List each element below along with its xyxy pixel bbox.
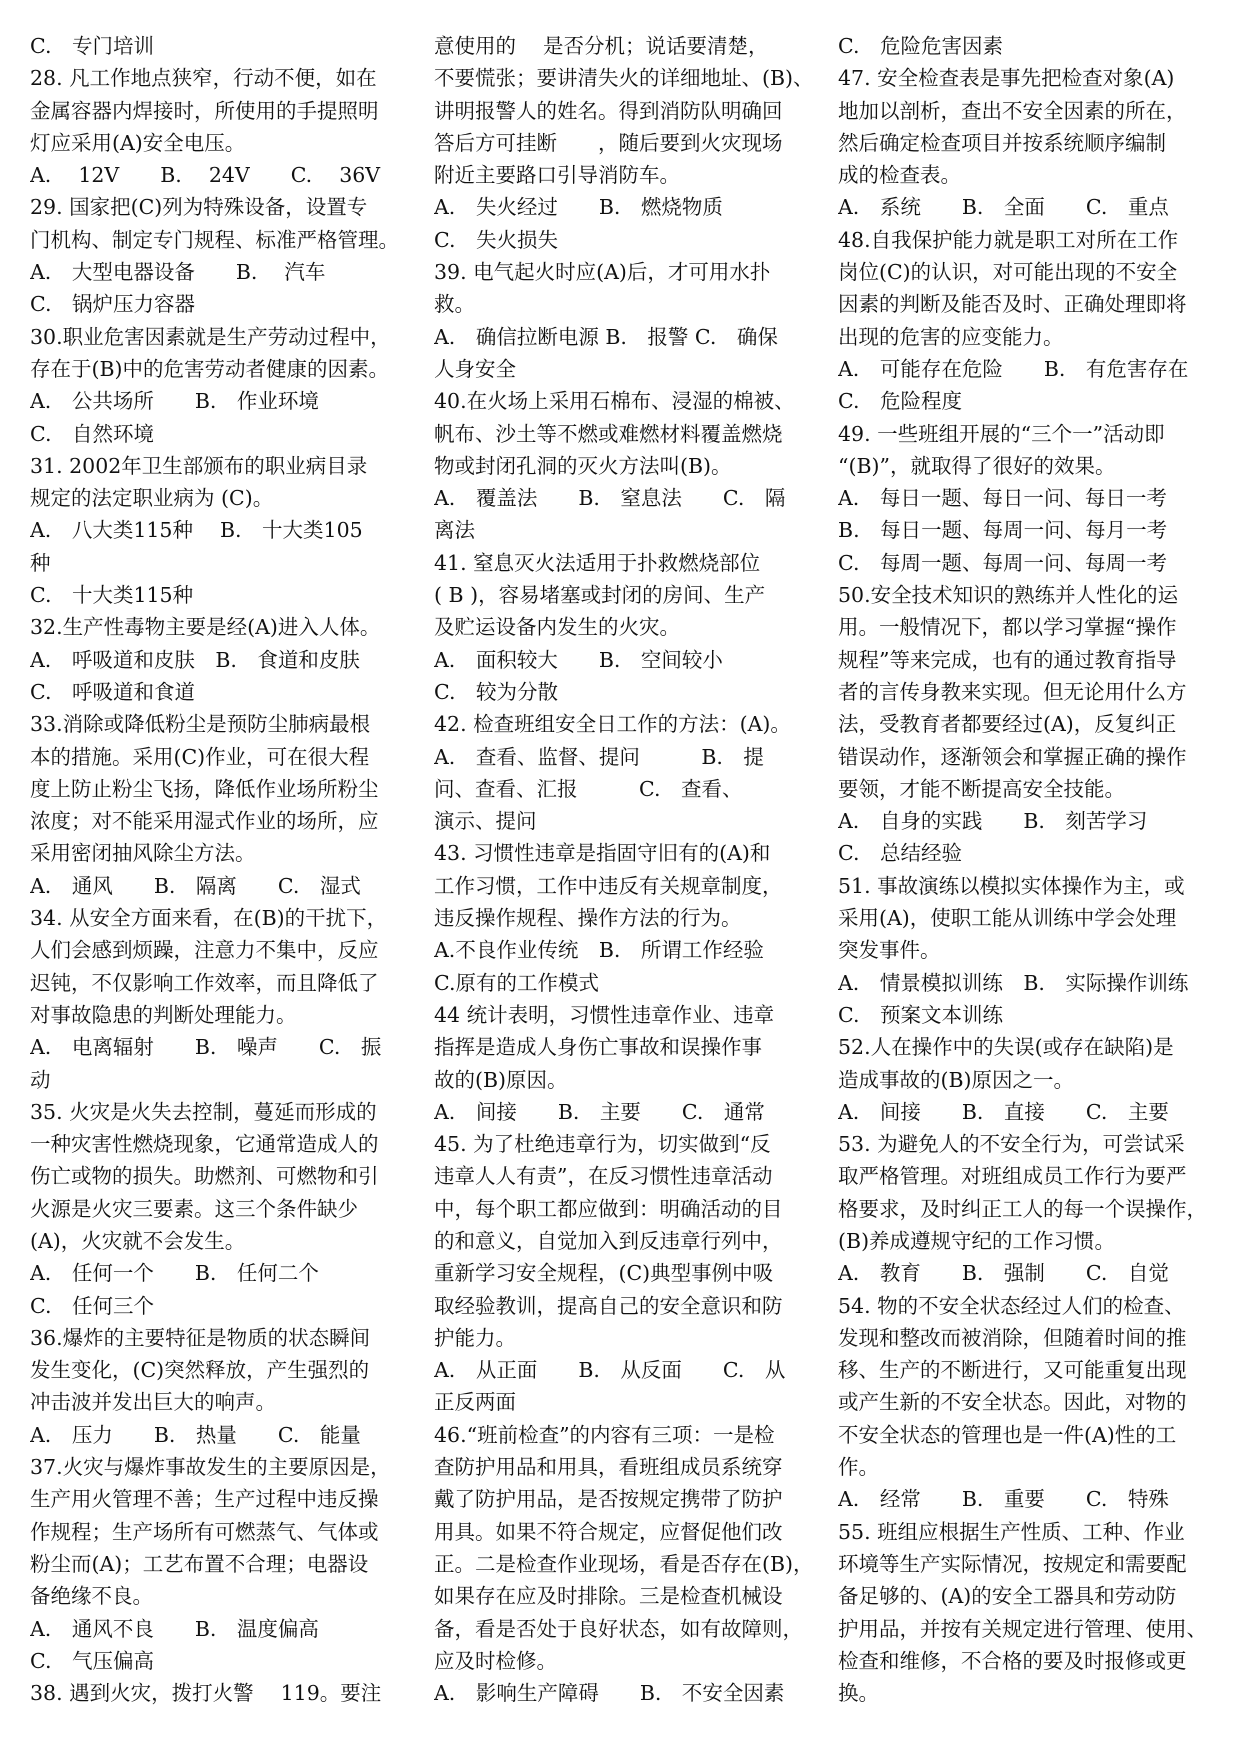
text-line: A. 任何一个 B. 任何二个 (30, 1261, 319, 1286)
text-line: 本的措施。采用(C)作业，可在很大程 (30, 744, 370, 769)
text-line: 备，看是否处于良好状态，如有故障则， (434, 1616, 803, 1641)
text-line: C. 气压偏高 (30, 1648, 154, 1673)
text-line: A. 呼吸道和皮肤 B. 食道和皮肤 (30, 647, 360, 672)
text-line: 或产生新的不安全状态。因此，对物的 (838, 1390, 1187, 1415)
text-line: 取严格管理。对班组成员工作行为要严 (838, 1164, 1187, 1189)
text-line: A. 八大类115种 B. 十大类105 (30, 518, 363, 543)
text-line: 30.职业危害因素就是生产劳动过程中， (30, 324, 391, 349)
text-line: C. 自然环境 (30, 421, 154, 446)
text-line: 40.在火场上采用石棉布、浸湿的棉被、 (434, 389, 795, 414)
text-line: 正。二是检查作业现场，看是否存在(B)， (434, 1551, 814, 1576)
text-line: 环境等生产实际情况，按规定和需要配 (838, 1551, 1187, 1576)
text-line: (A)，火灾就不会发生。 (30, 1228, 246, 1253)
text-line: A. 自身的实践 B. 刻苦学习 (838, 809, 1148, 834)
text-line: 护能力。 (434, 1325, 516, 1350)
text-line: ( B )，容易堵塞或封闭的房间、生产 (434, 583, 766, 608)
text-line: 36.爆炸的主要特征是物质的状态瞬间 (30, 1325, 371, 1350)
text-line: 如果存在应及时排除。三是检查机械设 (434, 1584, 783, 1609)
text-line: 55. 班组应根据生产性质、工种、作业 (838, 1519, 1185, 1544)
text-line: 帆布、沙土等不燃或难燃材料覆盖燃烧 (434, 421, 783, 446)
text-line: 戴了防护用品，是否按规定携带了防护 (434, 1487, 783, 1512)
text-line: A. 公共场所 B. 作业环境 (30, 389, 319, 414)
text-line: 42. 检查班组安全日工作的方法：(A)。 (434, 712, 791, 737)
text-line: 及贮运设备内发生的火灾。 (434, 615, 680, 640)
text-line: C. 危险程度 (838, 389, 962, 414)
text-line: A. 从正面 B. 从反面 C. 从 (434, 1358, 786, 1383)
text-line: 突发事件。 (838, 938, 941, 963)
text-line: 47. 安全检查表是事先把检查对象(A) (838, 66, 1175, 91)
text-line: 32.生产性毒物主要是经(A)进入人体。 (30, 615, 381, 640)
text-line: 浓度；对不能采用湿式作业的场所，应 (30, 809, 379, 834)
text-line: C. 十大类115种 (30, 583, 194, 608)
text-line: A. 间接 B. 直接 C. 主要 (838, 1099, 1169, 1124)
text-line: 34. 从安全方面来看，在(B)的干扰下， (30, 906, 388, 931)
text-line: C.原有的工作模式 (434, 970, 599, 995)
text-line: A. 通风不良 B. 温度偏高 (30, 1616, 319, 1641)
text-line: 重新学习安全规程，(C)典型事例中吸 (434, 1261, 774, 1286)
text-line: 51. 事故演练以模拟实体操作为主，或 (838, 873, 1185, 898)
text-line: A. 电离辐射 B. 噪声 C. 振 (30, 1035, 382, 1060)
text-line: 作。 (838, 1455, 879, 1480)
text-line: 一种灾害性燃烧现象，它通常造成人的 (30, 1132, 379, 1157)
text-line: 49. 一些班组开展的“三个一”活动即 (838, 421, 1165, 446)
text-line: 43. 习惯性违章是指固守旧有的(A)和 (434, 841, 771, 866)
text-line: 发现和整改而被消除，但随着时间的推 (838, 1325, 1187, 1350)
text-line: C. 任何三个 (30, 1293, 154, 1318)
text-line: A. 情景模拟训练 B. 实际操作训练 (838, 970, 1189, 995)
text-line: 冲击波并发出巨大的响声。 (30, 1390, 276, 1415)
text-line: 52.人在操作中的失误(或存在缺陷)是 (838, 1035, 1174, 1060)
text-line: 存在于(B)中的危害劳动者健康的因素。 (30, 356, 390, 381)
text-line: 指挥是造成人身伤亡事故和误操作事 (434, 1035, 762, 1060)
text-line: A. 大型电器设备 B. 汽车 (30, 260, 326, 285)
text-line: 附近主要路口引导消防车。 (434, 163, 680, 188)
text-line: 采用密闭抽风除尘方法。 (30, 841, 256, 866)
text-line: A. 覆盖法 B. 窒息法 C. 隔 (434, 486, 786, 511)
text-line: 41. 窒息灭火法适用于扑救燃烧部位 (434, 550, 761, 575)
text-line: 39. 电气起火时应(A)后，才可用水扑 (434, 260, 771, 285)
text-line: A. 可能存在危险 B. 有危害存在 (838, 356, 1189, 381)
text-line: 故的(B)原因。 (434, 1067, 568, 1092)
text-line: 离法 (434, 518, 475, 543)
text-line: C. 失火损失 (434, 227, 558, 252)
text-line: A.不良作业传统 B. 所谓工作经验 (434, 938, 764, 963)
text-line: C. 专门培训 (30, 34, 154, 58)
text-line: (B)养成遵规守纪的工作习惯。 (838, 1228, 1116, 1253)
text-line: 换。 (838, 1681, 879, 1706)
text-line: 因素的判断及能否及时、正确处理即将 (838, 292, 1187, 317)
text-line: 意使用的 是否分机；说话要清楚， (434, 34, 769, 58)
text-line: 生产用火管理不善；生产过程中违反操 (30, 1487, 379, 1512)
text-line: 作规程；生产场所有可燃蒸气、气体或 (30, 1519, 379, 1544)
text-line: 岗位(C)的认识，对可能出现的不安全 (838, 260, 1178, 285)
text-line: A. 系统 B. 全面 C. 重点 (838, 195, 1169, 220)
text-line: 46.“班前检查”的内容有三项：一是检 (434, 1422, 775, 1447)
text-line: 中，每个职工都应做到：明确活动的目 (434, 1196, 783, 1221)
text-line: 53. 为避免人的不安全行为，可尝试采 (838, 1132, 1185, 1157)
text-line: 28. 凡工作地点狭窄，行动不便，如在 (30, 66, 377, 91)
text-line: 用。一般情况下，都以学习掌握“操作 (838, 615, 1177, 640)
text-line: “(B)”，就取得了很好的效果。 (838, 453, 1116, 478)
text-line: 答后方可挂断 ，随后要到火灾现场 (434, 130, 783, 155)
text-line: 33.消除或降低粉尘是预防尘肺病最根 (30, 712, 371, 737)
text-line: 造成事故的(B)原因之一。 (838, 1067, 1075, 1092)
text-line: A. 失火经过 B. 燃烧物质 (434, 195, 723, 220)
text-line: 检查和维修，不合格的要及时报修或更 (838, 1648, 1187, 1673)
text-line: 50.安全技术知识的熟练并人性化的运 (838, 583, 1179, 608)
text-line: A. 影响生产障碍 B. 不安全因素 (434, 1681, 785, 1706)
text-line: 迟钝，不仅影响工作效率，而且降低了 (30, 970, 379, 995)
text-line: 54. 物的不安全状态经过人们的检查、 (838, 1293, 1185, 1318)
text-line: 用具。如果不符合规定，应督促他们改 (434, 1519, 783, 1544)
text-line: 不安全状态的管理也是一件(A)性的工 (838, 1422, 1177, 1447)
text-line: A. 教育 B. 强制 C. 自觉 (838, 1261, 1169, 1286)
text-line: 45. 为了杜绝违章行为，切实做到“反 (434, 1132, 771, 1157)
text-line: 工作习惯，工作中违反有关规章制度， (434, 873, 783, 898)
text-line: 备足够的、(A)的安全工器具和劳动防 (838, 1584, 1177, 1609)
text-line: A. 查看、监督、提问 B. 提 (434, 744, 764, 769)
text-line: 38. 遇到火灾，拨打火警 119。要注 (30, 1681, 382, 1706)
text-line: 问、查看、汇报 C. 查看、 (434, 776, 743, 801)
text-line: B. 每日一题、每周一问、每月一考 (838, 518, 1168, 543)
text-line: 规程”等来完成，也有的通过教育指导 (838, 647, 1177, 672)
text-line: 灯应采用(A)安全电压。 (30, 130, 246, 155)
text-line: 人身安全 (434, 356, 516, 381)
text-line: 物或封闭孔洞的灭火方法叫(B)。 (434, 453, 732, 478)
text-line: 应及时检修。 (434, 1648, 557, 1673)
text-column-left (30, 30, 410, 1709)
text-line: A. 每日一题、每日一问、每日一考 (838, 486, 1167, 511)
text-line: 35. 火灾是火失去控制，蔓延而形成的 (30, 1099, 377, 1124)
text-line: 44 统计表明，习惯性违章作业、违章 (434, 1002, 775, 1027)
text-line: 者的言传身教来实现。但无论用什么方 (838, 679, 1187, 704)
text-line: C. 总结经验 (838, 841, 962, 866)
text-line: A. 确信拉断电源 B. 报警 C. 确保 (434, 324, 778, 349)
text-line: 人们会感到烦躁，注意力不集中，反应 (30, 938, 379, 963)
text-line: 火源是火灾三要素。这三个条件缺少 (30, 1196, 358, 1221)
text-line: 违章人人有责”，在反习惯性违章活动 (434, 1164, 773, 1189)
text-line: 移、生产的不断进行，又可能重复出现 (838, 1358, 1187, 1383)
text-line: 出现的危害的应变能力。 (838, 324, 1064, 349)
text-line: 的和意义，自觉加入到反违章行列中， (434, 1228, 783, 1253)
text-line: 对事故隐患的判断处理能力。 (30, 1002, 297, 1027)
text-line: C. 每周一题、每周一问、每周一考 (838, 550, 1167, 575)
text-line: 发生变化，(C)突然释放，产生强烈的 (30, 1358, 370, 1383)
text-line: C. 锅炉压力容器 (30, 292, 195, 317)
text-line: A. 经常 B. 重要 C. 特殊 (838, 1487, 1169, 1512)
text-line: A. 12V B. 24V C. 36V (30, 163, 381, 188)
text-line: C. 预案文本训练 (838, 1002, 1003, 1027)
text-line: A. 面积较大 B. 空间较小 (434, 647, 723, 672)
text-line: 法，受教育者都要经过(A)，反复纠正 (838, 712, 1177, 737)
text-line: 演示、提问 (434, 809, 537, 834)
text-line: 48.自我保护能力就是职工对所在工作 (838, 227, 1179, 252)
text-line: 规定的法定职业病为 (C)。 (30, 486, 274, 511)
text-line: 护用品，并按有关规定进行管理、使用、 (838, 1616, 1207, 1641)
text-line: 种 (30, 550, 51, 575)
text-line: 违反操作规程、操作方法的行为。 (434, 906, 742, 931)
text-line: 金属容器内焊接时，所使用的手提照明 (30, 98, 379, 123)
text-line: 讲明报警人的姓名。得到消防队明确回 (434, 98, 783, 123)
text-line: A. 通风 B. 隔离 C. 湿式 (30, 873, 361, 898)
text-line: 格要求，及时纠正工人的每一个误操作， (838, 1196, 1207, 1221)
text-line: 备绝缘不良。 (30, 1584, 153, 1609)
text-line: 粉尘而(A)；工艺布置不合理；电器设 (30, 1551, 369, 1576)
text-line: 错误动作，逐渐领会和掌握正确的操作 (838, 744, 1187, 769)
text-line: 地加以剖析，查出不安全因素的所在， (838, 98, 1187, 123)
text-line: A. 压力 B. 热量 C. 能量 (30, 1422, 361, 1447)
text-line: 查防护用品和用具，看班组成员系统穿 (434, 1455, 783, 1480)
text-line: 门机构、制定专门规程、标准严格管理。 (30, 227, 399, 252)
text-line: 采用(A)，使职工能从训练中学会处理 (838, 906, 1177, 931)
text-line: 不要慌张；要讲清失火的详细地址、(B)、 (434, 66, 814, 91)
text-column-middle (434, 30, 814, 1709)
text-line: 度上防止粉尘飞扬，降低作业场所粉尘 (30, 776, 379, 801)
text-line: 31. 2002年卫生部颁布的职业病目录 (30, 453, 368, 478)
text-line: C. 较为分散 (434, 679, 558, 704)
text-line: 动 (30, 1067, 51, 1092)
text-line: C. 危险危害因素 (838, 34, 1003, 58)
text-line: A. 间接 B. 主要 C. 通常 (434, 1099, 765, 1124)
text-line: 救。 (434, 292, 475, 317)
text-line: 成的检查表。 (838, 163, 961, 188)
text-line: 要领，才能不断提高安全技能。 (838, 776, 1125, 801)
text-line: 29. 国家把(C)列为特殊设备，设置专 (30, 195, 368, 220)
text-column-right (838, 30, 1223, 1709)
text-line: 然后确定检查项目并按系统顺序编制 (838, 130, 1166, 155)
text-line: 取经验教训，提高自己的安全意识和防 (434, 1293, 783, 1318)
text-line: 37.火灾与爆炸事故发生的主要原因是， (30, 1455, 391, 1480)
text-line: 伤亡或物的损失。助燃剂、可燃物和引 (30, 1164, 379, 1189)
text-line: C. 呼吸道和食道 (30, 679, 195, 704)
text-line: 正反两面 (434, 1390, 516, 1415)
